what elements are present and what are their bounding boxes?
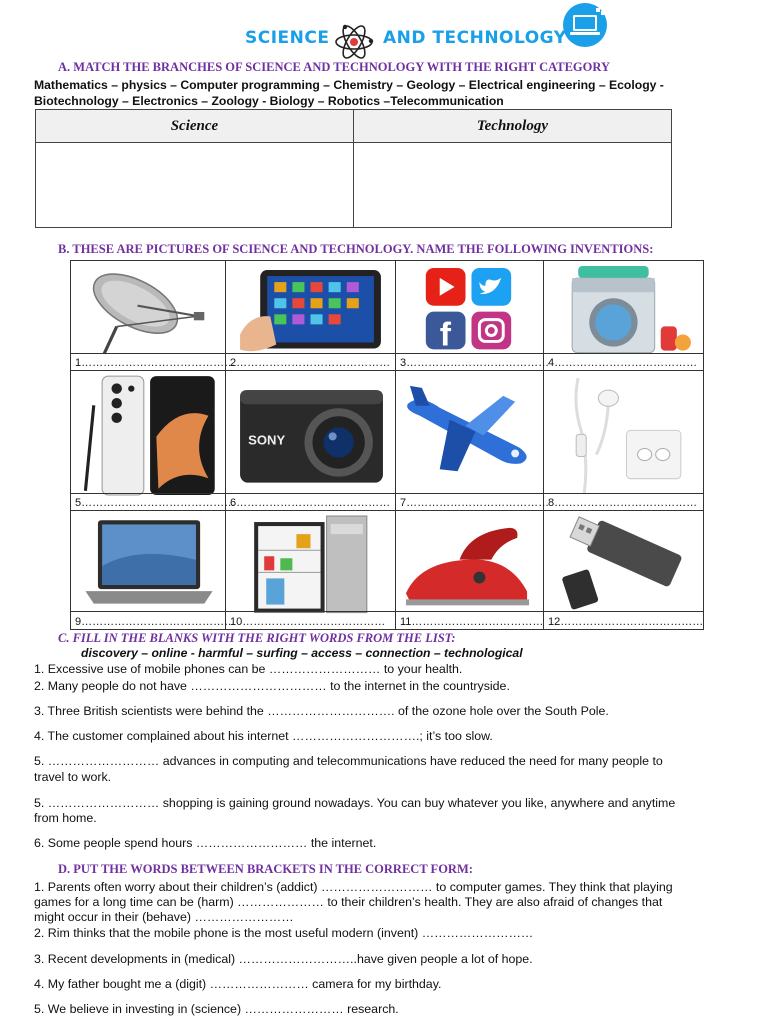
- section-c-item-4: 4. The customer complained about his internet ………………………….; it’s too slow.: [34, 729, 493, 743]
- tablet-icon: [230, 264, 391, 355]
- section-d-item-2: 2. Rim thinks that the mobile phone is the most useful modern (invent) ………………………: [34, 926, 534, 940]
- section-c-item-5-cont: travel to work.: [34, 770, 112, 784]
- smartphone-icon: [75, 374, 221, 499]
- section-d-item-3: 3. Recent developments in (medical) ………………………..have given people a lot of hope.: [34, 952, 533, 966]
- caption-11[interactable]: 11………………………………: [400, 616, 544, 628]
- column-science: Science: [36, 110, 354, 143]
- caption-5[interactable]: 5……………………………………: [75, 497, 236, 509]
- airplane-icon: [400, 374, 539, 493]
- section-a-heading: A. MATCH THE BRANCHES OF SCIENCE AND TECHNOLOGY WITH THE RIGHT CATEGORY: [58, 60, 610, 74]
- section-d-item-5: 5. We believe in investing in (science) …………………… research.: [34, 1002, 399, 1016]
- computer-icon: [562, 2, 614, 48]
- usb-flash-drive-icon: [548, 514, 699, 615]
- section-c-item-5b-cont: from home.: [34, 811, 97, 825]
- section-c-item-5: 5. ……………………… advances in computing and telecommunications have reduced the need for many people to: [34, 754, 663, 768]
- section-a-words-line2: Biotechnology – Electronics – Zoology - Biology – Robotics –Telecommunication: [34, 94, 504, 108]
- science-answer-cell[interactable]: [36, 143, 354, 228]
- camera-icon: [230, 374, 391, 495]
- worksheet-title: [0, 22, 768, 62]
- caption-3[interactable]: 3…………………………………: [400, 357, 550, 369]
- section-d-item-1-cont2: might occur in their (behave) ……………………: [34, 910, 294, 924]
- svg-text:f: f: [439, 315, 451, 354]
- earphones-icon: [548, 374, 699, 495]
- caption-12[interactable]: 12…………………………………: [548, 616, 704, 628]
- washing-machine-icon: [548, 264, 699, 355]
- section-c-heading: C. FILL IN THE BLANKS WITH THE RIGHT WORDS FROM THE LIST:: [58, 631, 456, 645]
- title-science: SCIENCE: [245, 28, 330, 48]
- satellite-dish-icon: [75, 264, 221, 358]
- section-c-item-6: 6. Some people spend hours ……………………… the internet.: [34, 836, 377, 850]
- title-technology: AND TECHNOLOGY: [383, 28, 567, 48]
- section-d-heading: D. PUT THE WORDS BETWEEN BRACKETS IN THE CORRECT FORM:: [58, 862, 473, 876]
- laptop-icon: [75, 514, 221, 618]
- refrigerator-icon: [230, 514, 391, 615]
- camera-brand: SONY: [248, 432, 286, 448]
- caption-6[interactable]: 6……………………………………: [230, 497, 391, 509]
- technology-answer-cell[interactable]: [353, 143, 671, 228]
- pictures-grid: [70, 260, 704, 630]
- picture-cell-4: [544, 261, 703, 371]
- caption-10[interactable]: 10…………………………………: [230, 616, 386, 628]
- section-d-item-1-cont: games for a long time can be (harm) ………………… to their children’s health. They are also afraid of changes that: [34, 895, 663, 909]
- picture-cell-6: [226, 371, 396, 511]
- social-media-logos-icon: [400, 264, 539, 353]
- picture-cell-5: [71, 371, 236, 511]
- iron-icon: [400, 514, 539, 613]
- caption-1[interactable]: 1……………………………………: [75, 357, 236, 369]
- caption-9[interactable]: 9……………………………………: [75, 616, 236, 628]
- match-table: [35, 109, 672, 228]
- caption-4[interactable]: 4…………………………………: [548, 357, 698, 369]
- column-technology: Technology: [353, 110, 671, 143]
- caption-7[interactable]: 7…………………………………: [400, 497, 550, 509]
- caption-8[interactable]: 8…………………………………: [548, 497, 698, 509]
- picture-cell-2: [226, 261, 396, 371]
- caption-2[interactable]: 2……………………………………: [230, 357, 391, 369]
- picture-cell-8: [544, 371, 703, 511]
- section-d-item-1: 1. Parents often worry about their children’s (addict) ……………………… to computer games. They think that playing: [34, 880, 673, 894]
- picture-cell-3: [396, 261, 550, 371]
- atom-icon: [333, 22, 375, 62]
- picture-cell-1: [71, 261, 236, 371]
- section-c-item-5b: 5. ……………………… shopping is gaining ground nowadays. You can buy whatever you like, anywhere and anytime: [34, 796, 676, 810]
- section-d-item-4: 4. My father bought me a (digit) …………………… camera for my birthday.: [34, 977, 442, 991]
- section-c-item-3: 3. Three British scientists were behind the …………………………. of the ozone hole over the South Pole.: [34, 704, 609, 718]
- section-c-item-2: 2. Many people do not have …………………………… to the internet in the countryside.: [34, 679, 510, 693]
- section-b-heading: B. THESE ARE PICTURES OF SCIENCE AND TECHNOLOGY. NAME THE FOLLOWING INVENTIONS:: [58, 242, 654, 256]
- section-a-words-line1: Mathematics – physics – Computer programming – Chemistry – Geology – Electrical engineering – Ecology -: [34, 78, 664, 92]
- section-c-word-list: discovery – online - harmful – surfing – access – connection – technological: [81, 646, 523, 660]
- picture-cell-7: [396, 371, 550, 511]
- section-c-item-1: 1. Excessive use of mobile phones can be ……………………… to your health.: [34, 662, 463, 676]
